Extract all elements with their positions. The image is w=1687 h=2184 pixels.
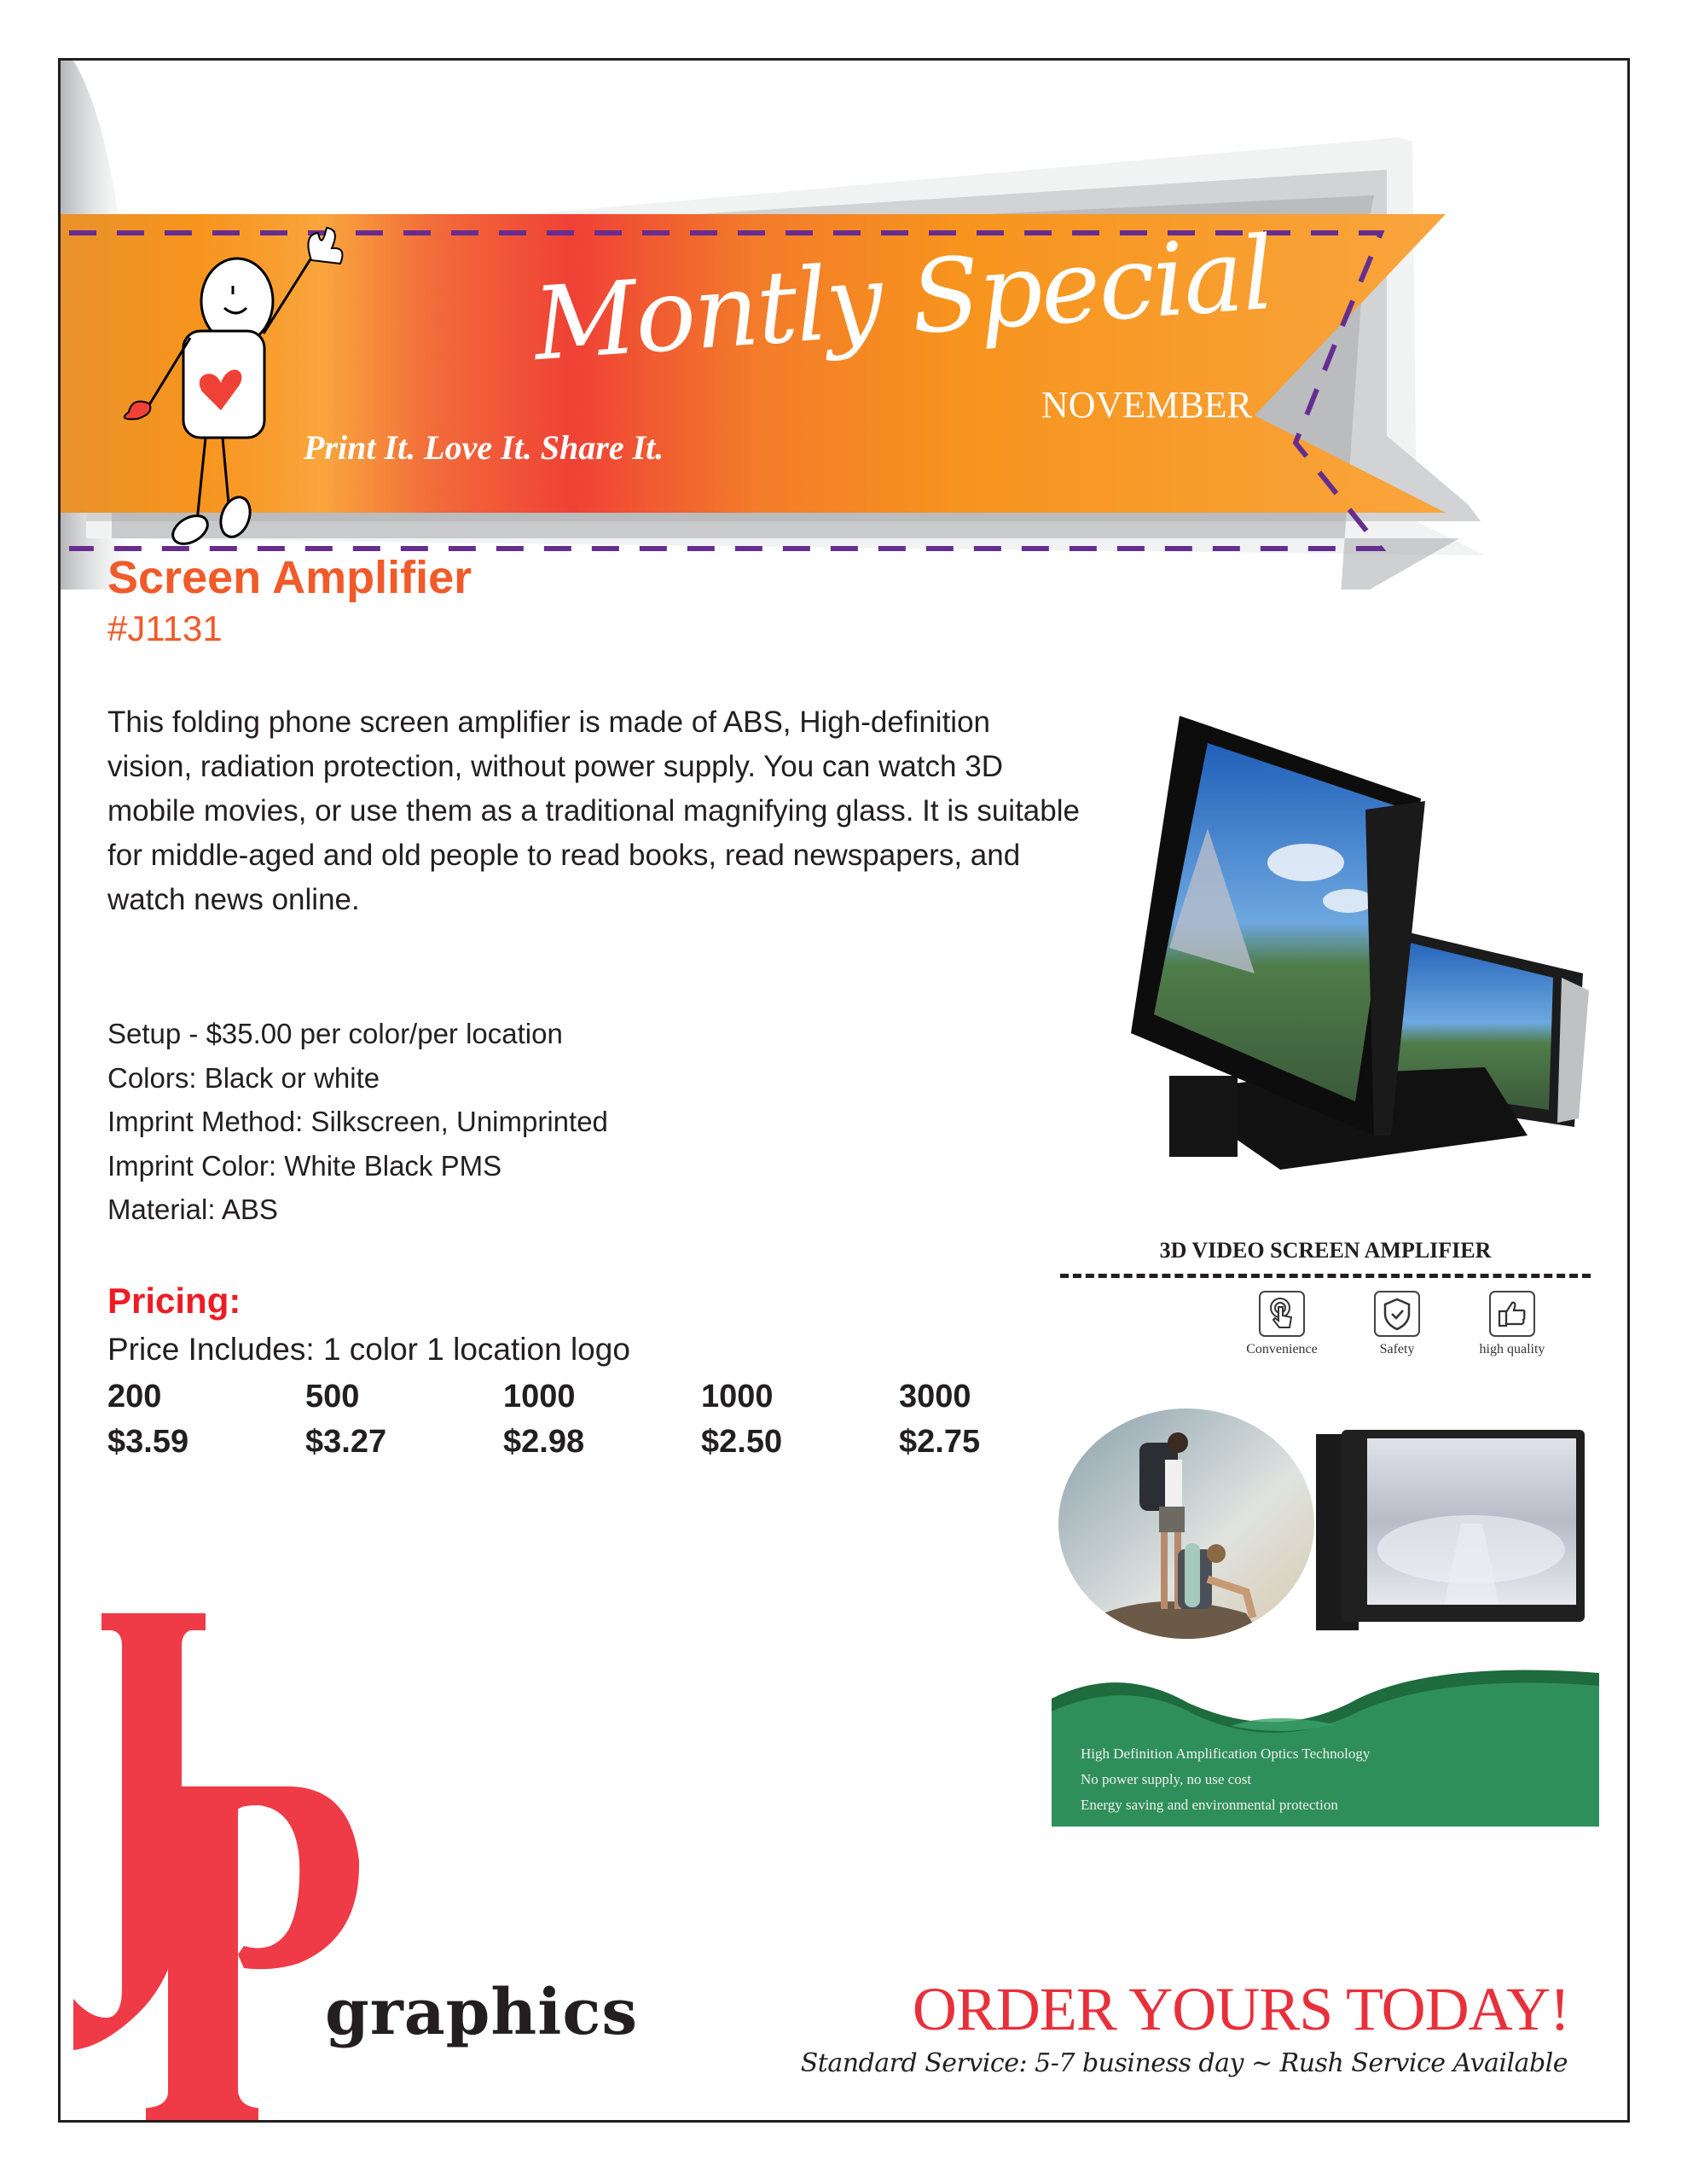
feature-infographic [1052,1238,1599,1827]
feature-label: Safety [1379,1342,1415,1356]
product-name: Screen Amplifier [107,552,472,603]
bullet: No power supply, no use cost [1081,1771,1252,1787]
banner-title: Montly Special [530,213,1277,383]
feature-high-quality [1457,1291,1568,1357]
spec-imprint-method: Imprint Method: Silkscreen, Unimprinted [107,1106,608,1137]
spec-imprint-color: Imprint Color: White Black PMS [107,1149,502,1182]
tier-price: $2.75 [899,1424,981,1460]
spec-colors: Colors: Black or white [107,1061,380,1094]
shield-check-icon [1374,1291,1420,1337]
pricing-includes: Price Includes: 1 color 1 location logo [107,1332,630,1367]
tier-price: $2.50 [701,1424,783,1460]
dashed-divider [1060,1274,1591,1278]
tier-qty: 200 [107,1379,162,1414]
feature-label: high quality [1479,1342,1545,1356]
folded-magnifier-photo [1316,1421,1589,1639]
tier-price: $3.59 [107,1424,189,1460]
pricing-table [107,1379,1097,1461]
logo-wordmark: graphics [325,1976,639,2049]
bullet: High Definition Amplification Optics Technology [1081,1745,1371,1762]
feature-convenience [1226,1291,1337,1357]
tier-price: $3.27 [305,1424,387,1460]
service-info: Standard Service: 5-7 business day ~ Rush Service Available [800,2048,1568,2078]
product-photo [1084,692,1596,1170]
green-panel-bullets [1081,1741,1370,1818]
thumbs-up-icon [1489,1291,1535,1337]
tier-qty: 1000 [503,1379,576,1414]
tier-qty: 1000 [701,1379,774,1414]
pricing-heading: Pricing: [107,1281,241,1321]
product-sku: #J1131 [107,608,223,648]
banner-tagline: Print It. Love It. Share It. [304,428,664,467]
tier-qty: 3000 [899,1379,971,1414]
spec-material: Material: ABS [107,1194,278,1225]
bullet: Energy saving and environmental protection [1081,1797,1338,1813]
touch-hand-icon [1259,1291,1305,1337]
feature-label: Convenience [1246,1342,1318,1356]
infographic-title: 3D VIDEO SCREEN AMPLIFIER [1159,1238,1492,1263]
feature-safety [1342,1291,1452,1357]
tier-qty: 500 [305,1379,360,1414]
banner-month: NOVEMBER [1041,384,1252,426]
product-description: This folding phone screen amplifier is made of ABS, High-definition vision, radiation protection, without power supply. You can watch 3D mobile movies, or use them as a traditional magnifying glass. It is suitable for middle-aged and old people to read books, read newspapers, and watch news online. [107,706,1080,916]
product-specs [107,1012,608,1232]
spec-setup: Setup - $35.00 per color/per location [107,1018,563,1049]
monthly-special-banner [61,61,1630,590]
order-cta: ORDER YOURS TODAY! [912,1975,1569,2043]
hikers-photo [1058,1409,1314,1639]
tier-price: $2.98 [503,1424,585,1460]
flyer-page [58,58,1630,2123]
